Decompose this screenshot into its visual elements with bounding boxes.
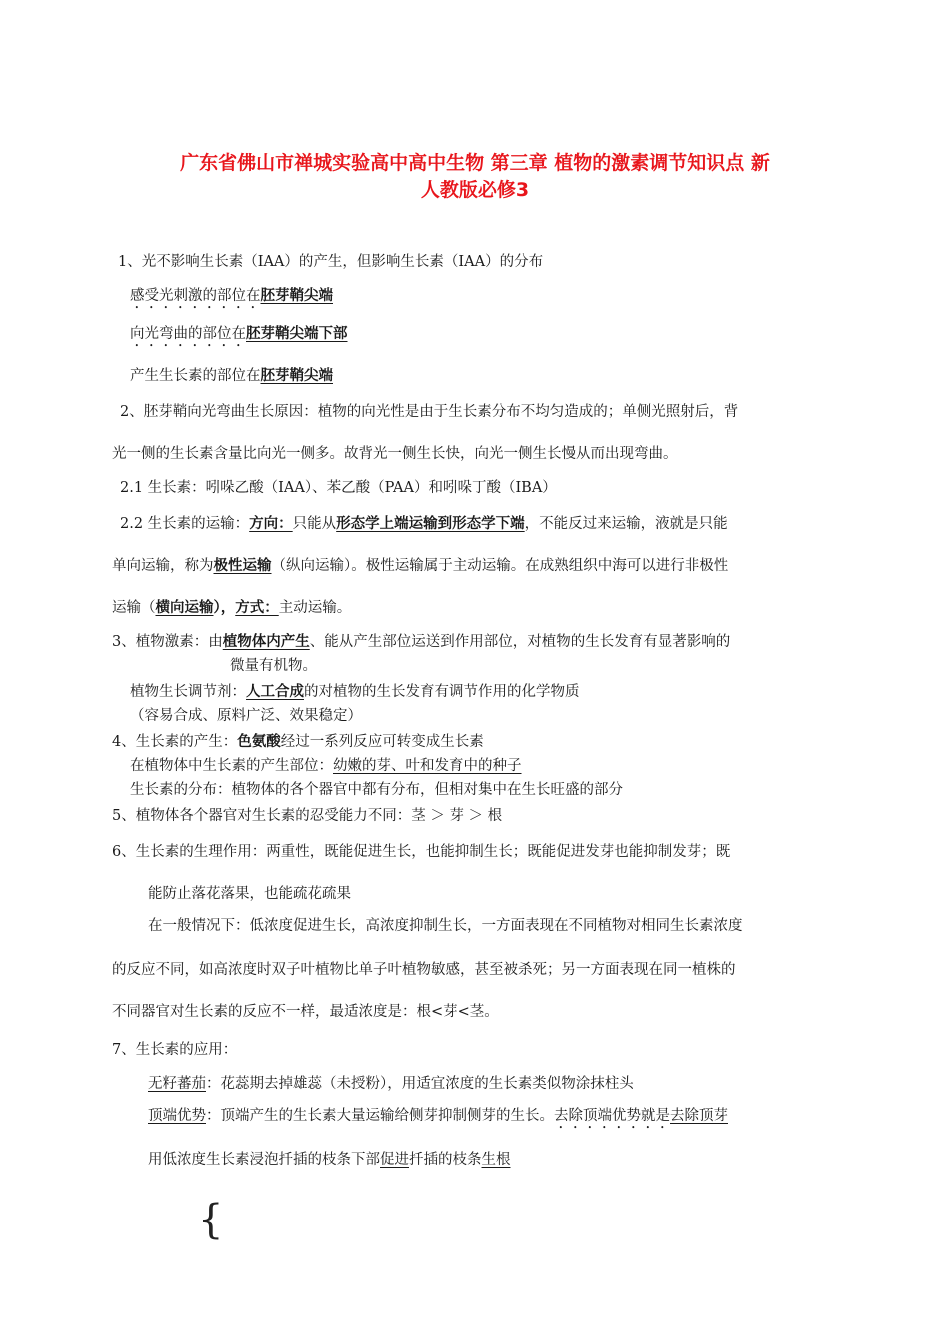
emphasis: 促进 bbox=[380, 1152, 409, 1168]
text: 的对植物的生长发育有调节作用的化学物质 bbox=[304, 684, 580, 700]
section-5: 5、植物体各个器官对生长素的忍受能力不同：茎 ＞ 芽 ＞ 根 bbox=[112, 808, 503, 824]
section-3-line-2: 微量有机物。 bbox=[230, 658, 317, 674]
text: 运输（ bbox=[112, 600, 156, 616]
emphasis: 生根 bbox=[481, 1152, 511, 1168]
section-2-2-line-1 bbox=[120, 514, 728, 534]
text: 3、植物激素：由 bbox=[112, 634, 223, 650]
title-line-2: 人教版必修3 bbox=[420, 179, 530, 201]
section-4-line-3: 生长素的分布：植物体的各个器官中都有分布，但相对集中在生长旺盛的部分 bbox=[130, 782, 623, 798]
emphasis: 顶端优势 bbox=[148, 1108, 206, 1124]
highlight-value: 胚芽鞘尖端下部 bbox=[246, 325, 348, 342]
text: ，不能反过来运输，液就是只能 bbox=[524, 516, 728, 532]
emphasis: 方向： bbox=[249, 515, 293, 532]
text: 植物生长调节剂： bbox=[130, 684, 246, 700]
label-text: 产生生长素的部位在 bbox=[130, 368, 261, 384]
section-1-line-c bbox=[130, 366, 333, 386]
section-4-line-1 bbox=[112, 732, 484, 752]
section-4-line-2 bbox=[130, 756, 522, 776]
text: ）， bbox=[213, 599, 236, 616]
section-2-line-1: 2、胚芽鞘向光弯曲生长原因：植物的向光性是由于生长素分布不均匀造成的；单侧光照射后，背 bbox=[120, 404, 739, 420]
emphasis: 方式： bbox=[235, 599, 279, 616]
emphasis: 人工合成 bbox=[246, 683, 304, 700]
emphasis: 极性运输 bbox=[213, 557, 272, 574]
emphasis: 植物体内产生 bbox=[222, 633, 310, 650]
text: 单向运输，称为 bbox=[112, 558, 214, 574]
section-6-line-5: 不同器官对生长素的反应不一样，最适浓度是：根<芽<茎。 bbox=[112, 1004, 499, 1020]
emphasis: 去除顶芽 bbox=[670, 1108, 728, 1124]
section-3-line-4: （容易合成、原料广泛、效果稳定） bbox=[130, 708, 362, 724]
section-6-line-2: 能防止落花落果，也能疏花疏果 bbox=[148, 886, 351, 902]
emphasis: 横向运输 bbox=[155, 599, 214, 616]
text: 在植物体中生长素的产生部位： bbox=[130, 758, 333, 774]
emphasis: 色氨酸 bbox=[237, 733, 281, 750]
title-line-1: 广东省佛山市禅城实验高中高中生物 第三章 植物的激素调节知识点 新 bbox=[180, 152, 770, 174]
document-title bbox=[90, 150, 860, 204]
text: 经过一系列反应可转变成生长素 bbox=[280, 734, 484, 750]
text: 主动运输。 bbox=[278, 600, 352, 616]
section-3-line-3 bbox=[130, 682, 580, 702]
section-6-line-3: 在一般情况下：低浓度促进生长，高浓度抑制生长，一方面表现在不同植物对相同生长素浓度 bbox=[148, 918, 743, 934]
section-2-line-2: 光一侧的生长素含量比向光一侧多。故背光一侧生长快，向光一侧生长慢从而出现弯曲。 bbox=[112, 446, 678, 462]
section-2-2-line-3 bbox=[112, 598, 351, 618]
text: ：顶端产生的生长素大量运输给侧芽抑制侧芽的生长。 bbox=[206, 1108, 554, 1124]
emphasis: 无籽蕃茄 bbox=[148, 1076, 206, 1092]
label-text: 感受光刺激的部位在 bbox=[130, 288, 261, 304]
emphasis: 幼嫩的芽、叶和发育中的种子 bbox=[333, 758, 522, 774]
section-2-1: 2.1 生长素：吲哚乙酸（IAA）、苯乙酸（PAA）和吲哚丁酸（IBA） bbox=[120, 480, 557, 496]
section-2-2-line-2 bbox=[112, 556, 728, 576]
label-text: 向光弯曲的部位在 bbox=[130, 326, 246, 342]
highlight-value: 胚芽鞘尖端 bbox=[260, 287, 333, 304]
section-6-line-4: 的反应不同，如高浓度时双子叶植物比单子叶植物敏感，甚至被杀死；另一方面表现在同一植株的 bbox=[112, 962, 736, 978]
emphasis: 形态学上端运输到形态学下端 bbox=[336, 515, 525, 532]
section-7-line-3 bbox=[148, 1150, 511, 1170]
section-7-line-1 bbox=[148, 1074, 634, 1094]
text: （纵向运输）。极性运输属于主动运输。在成熟组织中海可以进行非极性 bbox=[271, 558, 729, 574]
section-3-line-1 bbox=[112, 632, 730, 652]
text: 、能从产生部位运送到作用部位，对植物的生长发育有显著影响的 bbox=[309, 634, 731, 650]
section-6-line-1: 6、生长素的生理作用：两重性，既能促进生长，也能抑制生长；既能促进发芽也能抑制发芽；既 bbox=[112, 844, 731, 860]
text: 用低浓度生长素浸泡扦插的枝条下部 bbox=[148, 1152, 380, 1168]
section-1-line-b bbox=[130, 324, 348, 350]
section-1-line-a bbox=[130, 286, 333, 312]
section-7-heading: 7、生长素的应用： bbox=[112, 1042, 238, 1058]
text: 2.2 生长素的运输： bbox=[120, 516, 250, 532]
text: 4、生长素的产生： bbox=[112, 734, 238, 750]
dotted-text: 去除顶端优势就是 bbox=[554, 1108, 670, 1124]
brace-symbol: { bbox=[198, 1197, 224, 1243]
text: ：花蕊期去掉雄蕊（未授粉），用适宜浓度的生长素类似物涂抹柱头 bbox=[206, 1076, 634, 1092]
section-7-line-2 bbox=[148, 1106, 728, 1132]
text: 只能从 bbox=[292, 516, 337, 532]
highlight-value: 胚芽鞘尖端 bbox=[260, 367, 333, 384]
section-1-heading: 1、光不影响生长素（IAA）的产生，但影响生长素（IAA）的分布 bbox=[118, 254, 544, 270]
text: 扦插的枝条 bbox=[409, 1152, 482, 1168]
